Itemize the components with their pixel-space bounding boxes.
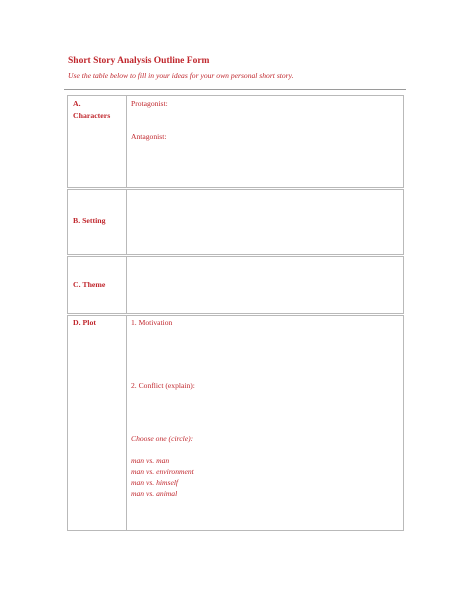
characters-label-letter: A.: [73, 99, 81, 108]
setting-label: B. Setting: [73, 216, 106, 225]
option-man-vs-environment[interactable]: man vs. environment: [131, 467, 194, 476]
option-man-vs-animal[interactable]: man vs. animal: [131, 489, 178, 498]
option-man-vs-himself[interactable]: man vs. himself: [131, 478, 179, 487]
theme-label: C. Theme: [73, 280, 106, 289]
protagonist-field-label[interactable]: Protagonist:: [131, 99, 168, 108]
column-divider: [126, 257, 127, 313]
theme-row: [67, 256, 404, 314]
column-divider: [126, 96, 127, 187]
top-rule: [64, 89, 406, 90]
column-divider: [126, 190, 127, 254]
plot-label: D. Plot: [73, 318, 96, 327]
conflict-field-label[interactable]: 2. Conflict (explain):: [131, 381, 195, 390]
form-subtitle: Use the table below to fill in your ideas for your own personal short story.: [68, 71, 294, 80]
characters-row: [67, 95, 404, 188]
motivation-field-label[interactable]: 1. Motivation: [131, 318, 173, 327]
choose-one-label: Choose one (circle):: [131, 434, 194, 443]
plot-row: [67, 315, 404, 531]
column-divider: [126, 316, 127, 530]
setting-row: [67, 189, 404, 255]
characters-label: Characters: [73, 111, 111, 120]
option-man-vs-man[interactable]: man vs. man: [131, 456, 170, 465]
form-title: Short Story Analysis Outline Form: [68, 56, 210, 66]
antagonist-field-label[interactable]: Antagonist:: [131, 132, 167, 141]
